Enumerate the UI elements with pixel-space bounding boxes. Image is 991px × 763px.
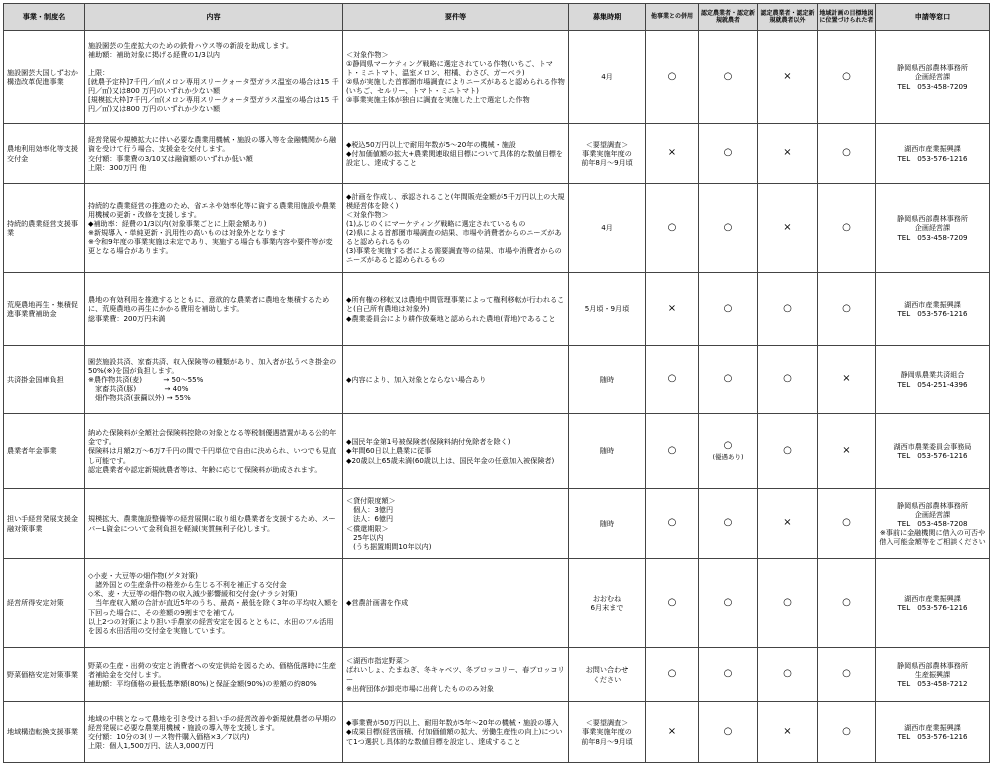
application-office — [876, 346, 990, 414]
application-period — [569, 648, 646, 702]
header-new-farmer: 認定農業者・認定新規就農者 — [699, 4, 758, 31]
program-content-line: 経営発展や規模拡大に伴い必要な農業用機械・施設の導入等を金融機関から融資を受けて行う場合、支援金を交付します。 — [88, 135, 337, 154]
mark-new-farmer — [699, 124, 758, 184]
mark-regional-plan: ○ — [818, 184, 876, 273]
mark-other: × — [758, 184, 818, 273]
program-requirements-line: ①静岡県マーケティング戦略に選定されている作物(いちご、トマト・ミニトマト、温室メロン、柑橘、わさび、ガーベラ) — [346, 58, 553, 77]
program-name: 施設園芸大国しずおか構造改革促進事業 — [4, 31, 85, 124]
application-period-line: 随時 — [599, 446, 615, 456]
program-content — [85, 346, 343, 414]
program-requirements-line: ◆税込50万円以上で耐用年数が5～20年の機械・施設 — [346, 139, 516, 149]
program-content — [85, 559, 343, 648]
program-requirements-line: ③事業実施主体が独自に調査を実施した上で選定した作物 — [346, 95, 530, 105]
program-content-line: 以上2つの対策により担い手農家の経営安定を図るとともに、水田のフル活用を図る水田活用の交付金を実施しています。 — [88, 616, 334, 635]
mark-other: × — [758, 489, 818, 559]
header-other: 認定農業者・認定新規就農者以外 — [758, 4, 818, 31]
mark-combined: ○ — [646, 31, 699, 124]
header-name: 事業・制度名 — [4, 4, 85, 31]
application-office — [876, 124, 990, 184]
program-content-line: 農地の有効利用を推進するとともに、意欲的な農業者に農地を集積するために、荒廃農地の再生にかかる費用を補助します。 — [88, 295, 330, 314]
program-requirements-line: ◆計画を作成し、承認されること(年間販売金額が5千万円以上の大規模経営体を除く) — [346, 191, 565, 210]
mark-regional-plan: × — [818, 414, 876, 489]
mark-combined: × — [646, 702, 699, 763]
program-name: 野菜価格安定対策事業 — [4, 648, 85, 702]
table-header-row — [4, 4, 990, 31]
table-row — [4, 559, 990, 648]
program-requirements — [343, 414, 569, 489]
mark-other: × — [758, 702, 818, 763]
header-regional-plan: 地域計画の目標地図に位置づけられた者 — [818, 4, 876, 31]
application-office — [876, 273, 990, 346]
program-content-line: 施設園芸の生産拡大のための鉄骨ハウス等の新設を助成します。 — [88, 40, 293, 50]
application-period-line: 5月頃・9月頃 — [584, 304, 630, 314]
program-content-line: 上限：個人1,500万円、法人3,000万円 — [88, 741, 214, 751]
program-requirements-line: ＜対象作物＞ — [346, 209, 389, 219]
application-office-line: TEL 053-458-7209 — [897, 81, 968, 91]
program-content-line: 補助額：平均価格の最低基準額(80%)と保証金額(90%)の差額の約80% — [88, 679, 317, 689]
header-content: 内容 — [85, 4, 343, 31]
program-requirements-line: ◆国民年金第1号被保険者(保険料納付免除者を除く) — [346, 437, 511, 447]
application-office-line: 静岡県西部農林事務所 — [897, 63, 968, 73]
program-content-line: ※農作物共済(麦) → 50～55% — [88, 374, 204, 384]
table-row — [4, 124, 990, 184]
application-period — [569, 124, 646, 184]
program-requirements-line: ※出荷団体が卸売市場に出荷したもののみ対象 — [346, 683, 494, 693]
program-requirements-line: ②県が実施した首都圏市場調査によりニーズがあると認められる作物(いちご、セルリー、トマト・ミニトマト) — [346, 77, 565, 96]
table-row — [4, 346, 990, 414]
program-requirements-line: (1)ふじのくにマーケティング戦略に選定されているもの — [346, 218, 526, 228]
application-office — [876, 489, 990, 559]
program-requirements-line: 25年以内 — [346, 532, 384, 542]
mark-regional-plan: ○ — [818, 648, 876, 702]
program-content-line: 交付額：事業費の3/10又は融資額のいずれか低い額 — [88, 153, 253, 163]
application-period-line: 前年8月～9月頃 — [581, 158, 633, 168]
program-content-line: ◇米、麦・大豆等の畑作物の収入減少影響緩和交付金(ナラシ対策) — [88, 589, 298, 599]
program-requirements — [343, 31, 569, 124]
program-requirements-line: 個人：3億円 — [346, 505, 394, 515]
application-office-line: 企画経営課 — [914, 72, 951, 82]
program-content-line: [就農予定枠]7千円／㎡(メロン専用スリークォータ型ガラス温室の場合は15 千円／㎡)又は800 万円のいずれか少ない額 — [88, 77, 339, 96]
program-content — [85, 273, 343, 346]
program-content — [85, 489, 343, 559]
program-requirements-line: ◆年間60日以上農業に従事 — [346, 446, 432, 456]
mark-other: ○ — [758, 346, 818, 414]
program-content-line: 保険料は月額2万～6万7千円の間で千円単位で自由に決められ、いつでも見直し可能です。 — [88, 446, 337, 465]
program-content-line: 畑作物共済(蚕繭以外) → 55% — [88, 393, 191, 403]
program-requirements-line: ◆営農計画書を作成 — [346, 598, 409, 608]
application-office-line: 静岡県西部農林事務所 — [897, 660, 968, 670]
mark-new-farmer — [699, 489, 758, 559]
table-row — [4, 184, 990, 273]
application-period-line: 随時 — [599, 374, 615, 384]
application-period — [569, 414, 646, 489]
application-office-line: TEL 053-576-1216 — [897, 732, 968, 741]
program-requirements-line: ＜貸付限度額＞ — [346, 496, 396, 506]
program-requirements — [343, 346, 569, 414]
application-period — [569, 273, 646, 346]
application-office — [876, 31, 990, 124]
mark-combined: × — [646, 124, 699, 184]
application-office-line: 生産振興課 — [914, 669, 951, 679]
application-office-line: TEL 054-251-4396 — [897, 379, 968, 389]
mark-other: ○ — [758, 273, 818, 346]
application-period-line: 前年8月～9月頃 — [581, 736, 633, 746]
program-requirements-line: (うち据置期間10年以内) — [346, 541, 432, 551]
program-requirements — [343, 124, 569, 184]
application-period-line: お問い合わせ — [585, 665, 629, 675]
program-name: 農業者年金事業 — [4, 414, 85, 489]
mark-new-farmer — [699, 414, 758, 489]
application-office — [876, 184, 990, 273]
application-office-line: 静岡県西部農林事務所 — [897, 214, 968, 224]
program-name: 地域構造転換支援事業 — [4, 702, 85, 763]
program-requirements-line: ◆所有権の移転又は農地中間管理事業によって権利移転が行われること(自己所有農地は対象外) — [346, 295, 565, 314]
application-office-line: 企画経営課 — [914, 223, 951, 233]
mark-other: × — [758, 31, 818, 124]
application-period-line: 事業実施年度の — [582, 727, 632, 737]
mark-new-farmer — [699, 273, 758, 346]
program-requirements-line: (2)県による首都圏市場調査の結果、市場や消費者からのニーズがあると認められるもの — [346, 228, 562, 247]
program-content-line: 納めた保険料が全額社会保険料控除の対象となる等税制優遇措置がある公的年金です。 — [88, 428, 337, 447]
header-combined: 他事業との併用 — [646, 4, 699, 31]
application-period — [569, 346, 646, 414]
program-content-line: ◇小麦・大豆等の畑作物(ゲタ対策) — [88, 571, 198, 581]
mark-combined: ○ — [646, 346, 699, 414]
application-period-line: 随時 — [599, 518, 615, 528]
mark-combined: ○ — [646, 414, 699, 489]
application-office-line: TEL 053-458-7209 — [897, 232, 968, 242]
program-requirements-line: ＜償還期限＞ — [346, 523, 389, 533]
application-office — [876, 702, 990, 763]
mark-new-farmer — [699, 559, 758, 648]
program-requirements-line: ◆内容により、加入対象とならない場合あり — [346, 374, 487, 384]
mark-regional-plan: ○ — [818, 489, 876, 559]
program-requirements-line: 法人：6億円 — [346, 514, 394, 524]
program-name: 持続的農業経営支援事業 — [4, 184, 85, 273]
application-office-line: 湖西市農業委員会事務局 — [893, 441, 972, 451]
program-name: 共済掛金国庫負担 — [4, 346, 85, 414]
program-content-line: 認定農業者や認定新規就農者等は、年齢に応じて保険料が助成されます。 — [88, 464, 322, 474]
mark-new-farmer-symbol: ○ — [723, 725, 733, 737]
program-content — [85, 702, 343, 763]
program-requirements — [343, 489, 569, 559]
program-requirements-line: ◆農業委員会により耕作放棄地と認められた農地(青地)であること — [346, 313, 556, 323]
mark-regional-plan: ○ — [818, 559, 876, 648]
application-office-line: 湖西市産業振興課 — [904, 593, 961, 603]
mark-regional-plan: ○ — [818, 273, 876, 346]
program-content-line: 当年産収入額の合計が直近5年のうち、最高・最低を除く3年の平均収入額を下回った場合に、その差額の9割までを補てん — [88, 598, 339, 617]
mark-combined: × — [646, 273, 699, 346]
application-office — [876, 414, 990, 489]
mark-new-farmer-symbol: ○ — [723, 440, 733, 452]
program-requirements-line: ◆20歳以上65歳未満(60歳以上は、国民年金の任意加入被保険者) — [346, 455, 555, 465]
program-content-line: ◆補助率：経費の1/3以内(対象事業ごとに上限金額あり) — [88, 218, 267, 228]
application-period — [569, 559, 646, 648]
mark-new-farmer-symbol: ○ — [723, 302, 733, 314]
mark-new-farmer-symbol: ○ — [723, 221, 733, 233]
table-row — [4, 273, 990, 346]
program-content-line — [88, 59, 339, 68]
program-content-line: 補助額：補助対象に掲げる経費の1/3以内 — [88, 49, 221, 59]
table-row — [4, 31, 990, 124]
mark-new-farmer — [699, 346, 758, 414]
program-requirements-line: ＜湖西市指定野菜＞ — [346, 656, 410, 666]
mark-regional-plan: ○ — [818, 31, 876, 124]
application-period — [569, 184, 646, 273]
application-period — [569, 31, 646, 124]
application-period-line: おおむね — [592, 593, 622, 603]
program-content-line: [規模拡大枠]7千円／㎡(メロン専用スリークォータ型ガラス温室の場合は15 千円／㎡)又は800 万円のいずれか少ない額 — [88, 95, 339, 114]
application-office-line: TEL 053-576-1216 — [897, 451, 968, 460]
table-row — [4, 414, 990, 489]
application-period-line: 4月 — [601, 72, 613, 82]
program-content-line: 上限： — [88, 67, 110, 77]
program-table — [3, 3, 990, 763]
program-name: 農地利用効率化等支援交付金 — [4, 124, 85, 184]
mark-new-farmer-symbol: ○ — [723, 147, 733, 159]
program-requirements — [343, 648, 569, 702]
mark-new-farmer — [699, 648, 758, 702]
mark-combined: ○ — [646, 489, 699, 559]
program-content-line: 規模拡大、農業施設整備等の経営展開に取り組む農業者を支援するため、スーパーL資金について金利負担を軽減(実質無利子化)します。 — [88, 514, 336, 533]
program-requirements — [343, 702, 569, 763]
program-content-line: 持続的な農業経営の推進のため、省エネや効率化等に資する農業用施設や農業用機械の更新・改修を支援します。 — [88, 200, 336, 219]
mark-new-farmer — [699, 184, 758, 273]
mark-new-farmer-symbol: ○ — [723, 596, 733, 608]
application-period — [569, 702, 646, 763]
program-content-line: ※新規導入・単純更新・汎用性の高いものは対象外となります — [88, 228, 286, 237]
application-office-line: 湖西市産業振興課 — [904, 299, 961, 309]
program-content-line: ※令和9年度の事業実施は未定であり、実施する場合も事業内容や要件等が変更となる場合があります。 — [88, 237, 333, 256]
mark-regional-plan: ○ — [818, 124, 876, 184]
application-office — [876, 648, 990, 702]
application-office-line: TEL 053-576-1216 — [897, 153, 968, 163]
application-office-line: 湖西市産業振興課 — [904, 722, 961, 732]
program-content — [85, 184, 343, 273]
program-content-line: 家畜共済(豚) → 40% — [88, 384, 189, 394]
program-content — [85, 648, 343, 702]
application-office-line: TEL 053-576-1216 — [897, 309, 968, 318]
application-office-line: 湖西市産業振興課 — [904, 144, 961, 154]
mark-new-farmer — [699, 31, 758, 124]
program-content-line: 総事業費：200万円未満 — [88, 313, 166, 323]
program-requirements-line: ◆付加価値額の拡大+農業関連取組目標について具体的な数値目標を設定し、達成すること — [346, 148, 563, 168]
table-body — [4, 31, 990, 763]
application-office-line: 静岡県農業共済組合 — [900, 370, 965, 380]
application-period-line: ください — [592, 674, 622, 684]
mark-regional-plan: × — [818, 346, 876, 414]
application-office-line: TEL 053-458-7208 — [897, 518, 968, 528]
header-requirements: 要件等 — [343, 4, 569, 31]
program-requirements — [343, 559, 569, 648]
mark-regional-plan: ○ — [818, 702, 876, 763]
mark-combined: ○ — [646, 559, 699, 648]
application-office-line: 静岡県西部農林事務所 — [897, 500, 968, 510]
application-period-line: 事業実施年度の — [582, 148, 632, 158]
mark-new-farmer-symbol: ○ — [723, 70, 733, 82]
mark-combined: ○ — [646, 184, 699, 273]
mark-other: ○ — [758, 559, 818, 648]
application-office-line: TEL 053-458-7212 — [897, 679, 968, 689]
program-requirements-line: ＜対象作物＞ — [346, 49, 389, 59]
program-content-line: 諸外国との生産条件の格差から生じる不利を補正する交付金 — [88, 580, 287, 590]
program-requirements — [343, 184, 569, 273]
header-period: 募集時期 — [569, 4, 646, 31]
program-requirements — [343, 273, 569, 346]
program-requirements-line: ◆事業費が50万円以上、耐用年数が5年～20年の機械・施設の導入 — [346, 718, 559, 728]
application-office-line: 企画経営課 — [914, 509, 951, 519]
program-content-line: 野菜の生産・出荷の安定と消費者への安定供給を図るため、価格低落時に生産者補給金を交付します。 — [88, 660, 336, 679]
mark-new-farmer-symbol: ○ — [723, 668, 733, 680]
program-name: 経営所得安定対策 — [4, 559, 85, 648]
application-period-line: ＜要望調査＞ — [585, 718, 629, 728]
program-content-line: 交付額：10分の3(リース物件購入価格×3／7以内) — [88, 732, 250, 741]
program-requirements-line: ばれいしょ、たまねぎ、冬キャベツ、冬ブロッコリー、春ブロッコリー — [346, 665, 565, 684]
program-content — [85, 124, 343, 184]
application-period-line: 6月末まで — [590, 603, 624, 612]
program-requirements-line: ◆成果目標(経営面積、付加価値額の拡大、労働生産性の向上)について1つ選択し具体的な数値目標を設定し、達成すること — [346, 727, 563, 746]
mark-new-farmer-symbol: ○ — [723, 373, 733, 385]
application-period-line: 4月 — [601, 223, 613, 233]
application-office-line: ※事前に金融機関に借入の可否や借入可能金額等をご相談ください — [879, 528, 986, 547]
application-office-line: TEL 053-576-1216 — [897, 603, 968, 612]
program-name: 担い手経営発展支援金融対策事業 — [4, 489, 85, 559]
program-requirements-line: (3)事業を実施する者による需要調査等の結果、市場や消費者からのニーズがあると認められるもの — [346, 246, 562, 265]
program-content — [85, 31, 343, 124]
mark-combined: ○ — [646, 648, 699, 702]
mark-new-farmer — [699, 702, 758, 763]
mark-other: ○ — [758, 414, 818, 489]
table-row — [4, 489, 990, 559]
mark-new-farmer-symbol: ○ — [723, 517, 733, 529]
program-content — [85, 414, 343, 489]
program-content-line: 上限：300万円 他 — [88, 162, 147, 172]
application-period — [569, 489, 646, 559]
program-content-line: 地域の中核となって農地を引き受ける担い手の経営改善や新規就農者の早期の経営発展に必要な農業用機械・施設の導入等を支援します。 — [88, 713, 337, 732]
application-office — [876, 559, 990, 648]
header-office: 申請等窓口 — [876, 4, 990, 31]
table-row — [4, 648, 990, 702]
program-name: 荒廃農地再生・集積促進事業費補助金 — [4, 273, 85, 346]
application-period-line: ＜要望調査＞ — [585, 139, 629, 149]
program-content-line: 園芸施設共済、家畜共済、収入保険等の種類があり、加入者が払うべき掛金の50%(※)を国が負担します。 — [88, 356, 337, 375]
mark-other: ○ — [758, 648, 818, 702]
mark-new-farmer-note: (優遇あり) — [712, 453, 744, 462]
mark-other: × — [758, 124, 818, 184]
table-row — [4, 702, 990, 763]
